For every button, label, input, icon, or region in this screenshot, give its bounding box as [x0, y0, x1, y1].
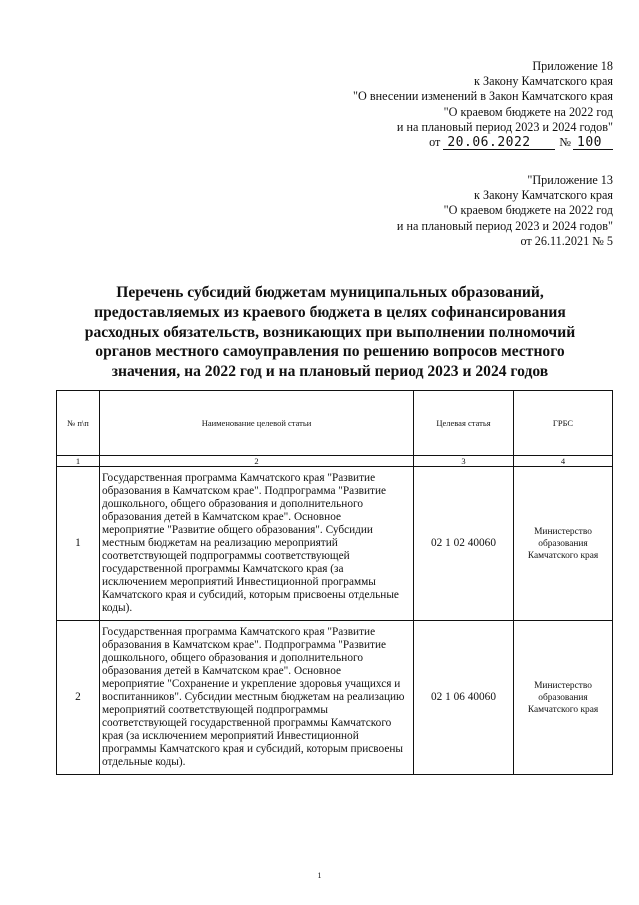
name-line: программы Камчатского края и субсидий, которым присвоены: [102, 743, 403, 756]
grbs-cell: [514, 621, 613, 775]
target-item-name: [100, 621, 414, 775]
grbs-line: образования: [538, 692, 588, 703]
name-line: образования в Камчатском крае". Подпрограмма "Развитие: [102, 484, 387, 497]
name-line: образования детей в Камчатском крае". Основное: [102, 510, 341, 523]
header-cell-grbs: ГРБС: [514, 391, 613, 456]
document-title: [60, 283, 600, 382]
name-line: мероприятий соответствующей подпрограммы: [102, 704, 328, 717]
header-line: "О краевом бюджете на 2022 год: [443, 104, 613, 119]
name-line: государственной программы Камчатского края (за: [102, 563, 344, 576]
law-date-number-line: [353, 135, 613, 150]
row-number: 1: [57, 467, 100, 621]
name-line: Государственная программа Камчатского края "Развитие: [102, 625, 376, 638]
appendix-13-header: [397, 173, 613, 249]
header-line: "Приложение 13: [527, 173, 613, 187]
column-number: 1: [57, 456, 100, 467]
header-line: от 26.11.2021 № 5: [520, 233, 613, 248]
column-number: 2: [100, 456, 414, 467]
name-line: дошкольного, общего образования и дополнительного: [102, 651, 363, 664]
name-line: местным бюджетам на реализацию мероприятий: [102, 536, 338, 549]
header-line: к Закону Камчатского края: [474, 188, 613, 203]
page-number: 1: [317, 871, 322, 880]
title-line: органов местного самоуправления по решению вопросов местного: [95, 343, 565, 361]
name-line: отдельные коды).: [102, 756, 186, 769]
grbs-line: Камчатского края: [527, 550, 599, 561]
name-line: Государственная программа Камчатского края "Развитие: [102, 471, 376, 484]
grbs-line: Министерство: [534, 680, 592, 691]
name-line: воспитанников". Субсидии местным бюджетам на реализацию: [102, 690, 405, 703]
name-line: дошкольного, общего образования и дополнительного: [102, 497, 363, 510]
name-line: коды).: [102, 602, 133, 615]
number-sign: №: [559, 135, 571, 150]
name-line: соответствующей государственной программы Камчатского: [102, 717, 392, 730]
name-line: края (за исключением мероприятий Инвестиционной: [102, 730, 359, 743]
grbs-cell: [514, 467, 613, 621]
column-number: 3: [414, 456, 514, 467]
title-line: расходных обязательств, возникающих при выполнении полномочий: [84, 323, 576, 341]
name-line: соответствующей подпрограммы соответствующей: [102, 550, 350, 563]
header-line: и на плановый период 2023 и 2024 годов": [396, 119, 613, 134]
grbs-line: Камчатского края: [527, 704, 599, 715]
header-line: "О краевом бюджете на 2022 год: [443, 203, 613, 218]
row-number: 2: [57, 621, 100, 775]
table-row: [57, 621, 613, 775]
column-number: 4: [514, 456, 613, 467]
target-item-code: 02 1 06 40060: [414, 621, 514, 775]
appendix-18-header: [353, 59, 613, 150]
title-line: Перечень субсидий бюджетам муниципальных образований,: [116, 284, 544, 301]
table-header-row: [57, 391, 613, 456]
grbs-line: образования: [538, 538, 588, 549]
name-line: Камчатского края и субсидий, которым присвоены отдельные: [102, 589, 399, 602]
header-line: к Закону Камчатского края: [474, 74, 613, 89]
table-row: [57, 467, 613, 621]
header-line: "О внесении изменений в Закон Камчатского края: [353, 89, 613, 104]
grbs-line: Министерство: [534, 526, 592, 537]
law-date: 20.06.2022: [443, 136, 555, 150]
title-line: значения, на 2022 год и на плановый период 2023 и 2024 годов: [111, 363, 549, 381]
law-number: 100: [573, 136, 613, 150]
date-prefix: от: [429, 135, 441, 150]
name-line: мероприятие "Развитие общего образования". Субсидии: [102, 523, 373, 536]
name-line: исключением мероприятий Инвестиционной программы: [102, 576, 376, 589]
target-item-name: [100, 467, 414, 621]
column-numbers-row: [57, 456, 613, 467]
name-line: образования в Камчатском крае". Подпрограмма "Развитие: [102, 638, 387, 651]
name-line: образования детей в Камчатском крае". Основное: [102, 664, 341, 677]
subsidies-table: [56, 390, 613, 775]
target-item-code: 02 1 02 40060: [414, 467, 514, 621]
title-line: предоставляемых из краевого бюджета в целях софинансирования: [94, 303, 566, 321]
name-line: мероприятие "Сохранение и укрепление здоровья учащихся и: [102, 677, 401, 690]
header-cell-number: № п\п: [57, 391, 100, 456]
header-line: и на плановый период 2023 и 2024 годов": [396, 218, 613, 233]
header-cell-code: Целевая статья: [414, 391, 514, 456]
header-line: Приложение 18: [532, 59, 613, 73]
header-cell-name: Наименование целевой статьи: [100, 391, 414, 456]
